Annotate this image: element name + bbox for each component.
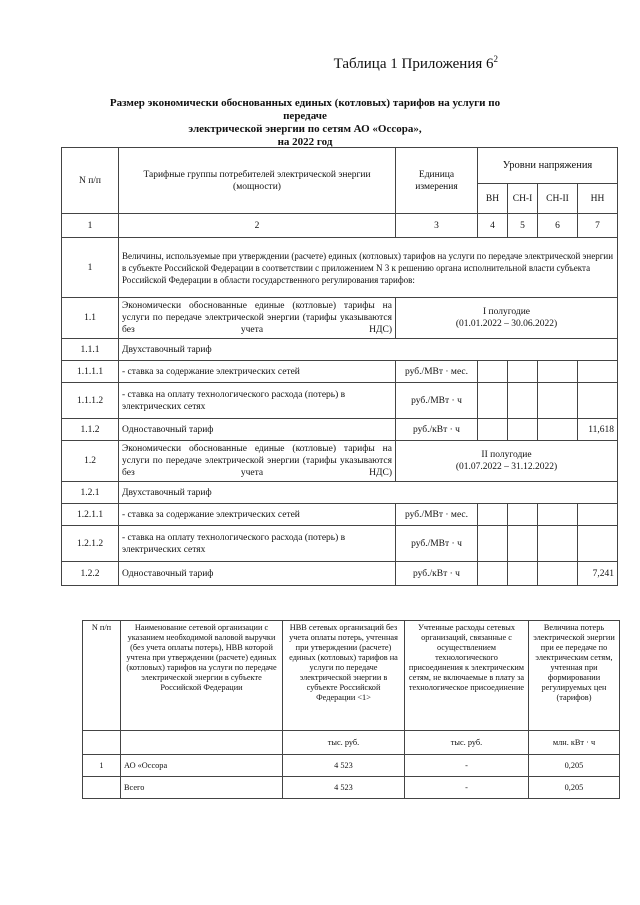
value-sn2 <box>538 383 578 419</box>
row-num: 1.2 <box>62 441 119 482</box>
t2-header-num: N п/п <box>83 621 121 731</box>
caption-superscript: 2 <box>493 54 498 64</box>
t2-row-losses: 0,205 <box>529 755 620 777</box>
table-row <box>62 441 618 482</box>
value-sn1 <box>508 419 538 441</box>
value-vn <box>478 526 508 562</box>
network-organization-table <box>82 620 620 799</box>
table-row <box>62 526 618 562</box>
table2-units-row <box>83 731 620 755</box>
t2-row-costs: - <box>405 777 529 799</box>
table-row <box>62 361 618 383</box>
row-num: 1.1.1.1 <box>62 361 119 383</box>
row-description: Двухставочный тариф <box>119 482 618 504</box>
header-unit: Единица измерения <box>396 148 478 214</box>
value-vn <box>478 383 508 419</box>
row-description: Двухставочный тариф <box>119 339 618 361</box>
value-sn2 <box>538 562 578 586</box>
column-number-row <box>62 214 618 238</box>
period-cell <box>396 441 618 482</box>
row-num: 1 <box>62 238 119 298</box>
value-nn <box>578 361 618 383</box>
header-nn: НН <box>578 184 618 214</box>
table2-header-row <box>83 621 620 731</box>
t2-row-org: АО «Оссора <box>121 755 283 777</box>
value-nn <box>578 526 618 562</box>
t2-units-empty <box>121 731 283 755</box>
row-description: - ставка на оплату технологического расхода (потерь) в электрических сетях <box>119 526 396 562</box>
value-sn2 <box>538 419 578 441</box>
table-row <box>62 383 618 419</box>
table-row <box>62 238 618 298</box>
row-unit: руб./кВт · ч <box>396 562 478 586</box>
row-unit: руб./МВт · мес. <box>396 504 478 526</box>
heading-line-1: Размер экономически обоснованных единых (котловых) тарифов на услуги по передаче <box>109 97 501 122</box>
t2-row-nvv: 4 523 <box>283 777 405 799</box>
column-number: 7 <box>578 214 618 238</box>
column-number: 5 <box>508 214 538 238</box>
period-dates: (01.01.2022 – 30.06.2022) <box>455 319 558 329</box>
value-nn <box>578 504 618 526</box>
table-row <box>62 504 618 526</box>
tariff-table <box>61 147 618 586</box>
t2-unit-costs: тыс. руб. <box>405 731 529 755</box>
t2-header-costs: Учтенные расходы сетевых организаций, связанные с осуществлением технологического присоединения к электрическим сетям, не включаемые в плату за технологическое присоединение <box>405 621 529 731</box>
row-num: 1.2.1.1 <box>62 504 119 526</box>
row-unit: руб./МВт · ч <box>396 383 478 419</box>
t2-unit-losses: млн. кВт · ч <box>529 731 620 755</box>
value-sn2 <box>538 504 578 526</box>
header-voltage-levels: Уровни напряжения <box>478 148 618 184</box>
row-description: Одноставочный тариф <box>119 419 396 441</box>
value-vn <box>478 562 508 586</box>
document-heading <box>100 97 510 149</box>
value-sn2 <box>538 361 578 383</box>
row-description: - ставка за содержание электрических сетей <box>119 504 396 526</box>
t2-row-costs: - <box>405 755 529 777</box>
period-dates: (01.07.2022 – 31.12.2022) <box>455 462 558 472</box>
value-nn <box>578 383 618 419</box>
row-num: 1.2.1.2 <box>62 526 119 562</box>
table-row <box>62 482 618 504</box>
row-unit: руб./МВт · мес. <box>396 361 478 383</box>
row-num: 1.1.2 <box>62 419 119 441</box>
row-num: 1.1 <box>62 298 119 339</box>
t2-row-num: 1 <box>83 755 121 777</box>
t2-row-org: Всего <box>121 777 283 799</box>
column-number: 2 <box>119 214 396 238</box>
table-row <box>62 339 618 361</box>
row-description: - ставка на оплату технологического расхода (потерь) в электрических сетях <box>119 383 396 419</box>
table-row-total <box>83 777 620 799</box>
header-num: N п/п <box>62 148 119 214</box>
row-unit: руб./МВт · ч <box>396 526 478 562</box>
value-sn2 <box>538 526 578 562</box>
header-sn2: СН-II <box>538 184 578 214</box>
table-header-row <box>62 148 618 184</box>
t2-row-num <box>83 777 121 799</box>
row-description: Экономически обоснованные единые (котловые) тарифы на услуги по передаче электрической энергии (тарифы указываются без учета НДС) <box>119 441 396 482</box>
column-number: 3 <box>396 214 478 238</box>
value-nn: 11,618 <box>578 419 618 441</box>
t2-row-nvv: 4 523 <box>283 755 405 777</box>
table-row <box>62 298 618 339</box>
row-description: - ставка за содержание электрических сетей <box>119 361 396 383</box>
table-row <box>62 562 618 586</box>
column-number: 1 <box>62 214 119 238</box>
value-vn <box>478 419 508 441</box>
period-label: I полугодие <box>483 307 531 317</box>
t2-row-losses: 0,205 <box>529 777 620 799</box>
row-num: 1.2.1 <box>62 482 119 504</box>
value-sn1 <box>508 383 538 419</box>
row-unit: руб./кВт · ч <box>396 419 478 441</box>
table-row <box>62 419 618 441</box>
value-sn1 <box>508 562 538 586</box>
heading-line-3: на 2022 год <box>277 136 333 148</box>
table-caption: Таблица 1 Приложения $6^2$ <box>333 54 498 72</box>
t2-units-empty <box>83 731 121 755</box>
t2-header-org: Наименование сетевой организации с указанием необходимой валовой выручки (без учета оплаты потерь), НВВ которой учтена при утверждении (расчете) единых (котловых) тарифов на услуги по передаче электрической энергии в субъекте Российской Федерации <box>121 621 283 731</box>
header-groups: Тарифные группы потребителей электрической энергии (мощности) <box>119 148 396 214</box>
value-sn1 <box>508 361 538 383</box>
row-description: Величины, используемые при утверждении (расчете) единых (котловых) тарифов на услуги по передаче электрической энергии в субъекте Российской Федерации в соответствии с приложением N 3 к решению органа исполнительной власти субъекта Российской Федерации в области государственного регулирования тарифов: <box>119 238 618 298</box>
t2-header-nvv: НВВ сетевых организаций без учета оплаты потерь, учтенная при утверждении (расчете) единых (котловых) тарифов на услуги по передаче электрической энергии в субъекте Российской Федерации <1> <box>283 621 405 731</box>
column-number: 6 <box>538 214 578 238</box>
heading-line-2: электрической энергии по сетям АО «Оссора», <box>188 123 422 135</box>
period-cell <box>396 298 618 339</box>
value-sn1 <box>508 504 538 526</box>
row-description: Одноставочный тариф <box>119 562 396 586</box>
row-num: 1.1.1.2 <box>62 383 119 419</box>
row-description: Экономически обоснованные единые (котловые) тарифы на услуги по передаче электрической энергии (тарифы указываются без учета НДС) <box>119 298 396 339</box>
row-num: 1.1.1 <box>62 339 119 361</box>
row-num: 1.2.2 <box>62 562 119 586</box>
value-nn: 7,241 <box>578 562 618 586</box>
period-label: II полугодие <box>481 450 532 460</box>
value-vn <box>478 504 508 526</box>
value-sn1 <box>508 526 538 562</box>
t2-header-losses: Величина потерь электрической энергии при ее передаче по электрическим сетям, учтенная при формировании регулируемых цен (тарифов) <box>529 621 620 731</box>
column-number: 4 <box>478 214 508 238</box>
value-vn <box>478 361 508 383</box>
header-vn: ВН <box>478 184 508 214</box>
header-sn1: СН-I <box>508 184 538 214</box>
t2-unit-nvv: тыс. руб. <box>283 731 405 755</box>
table-row <box>83 755 620 777</box>
